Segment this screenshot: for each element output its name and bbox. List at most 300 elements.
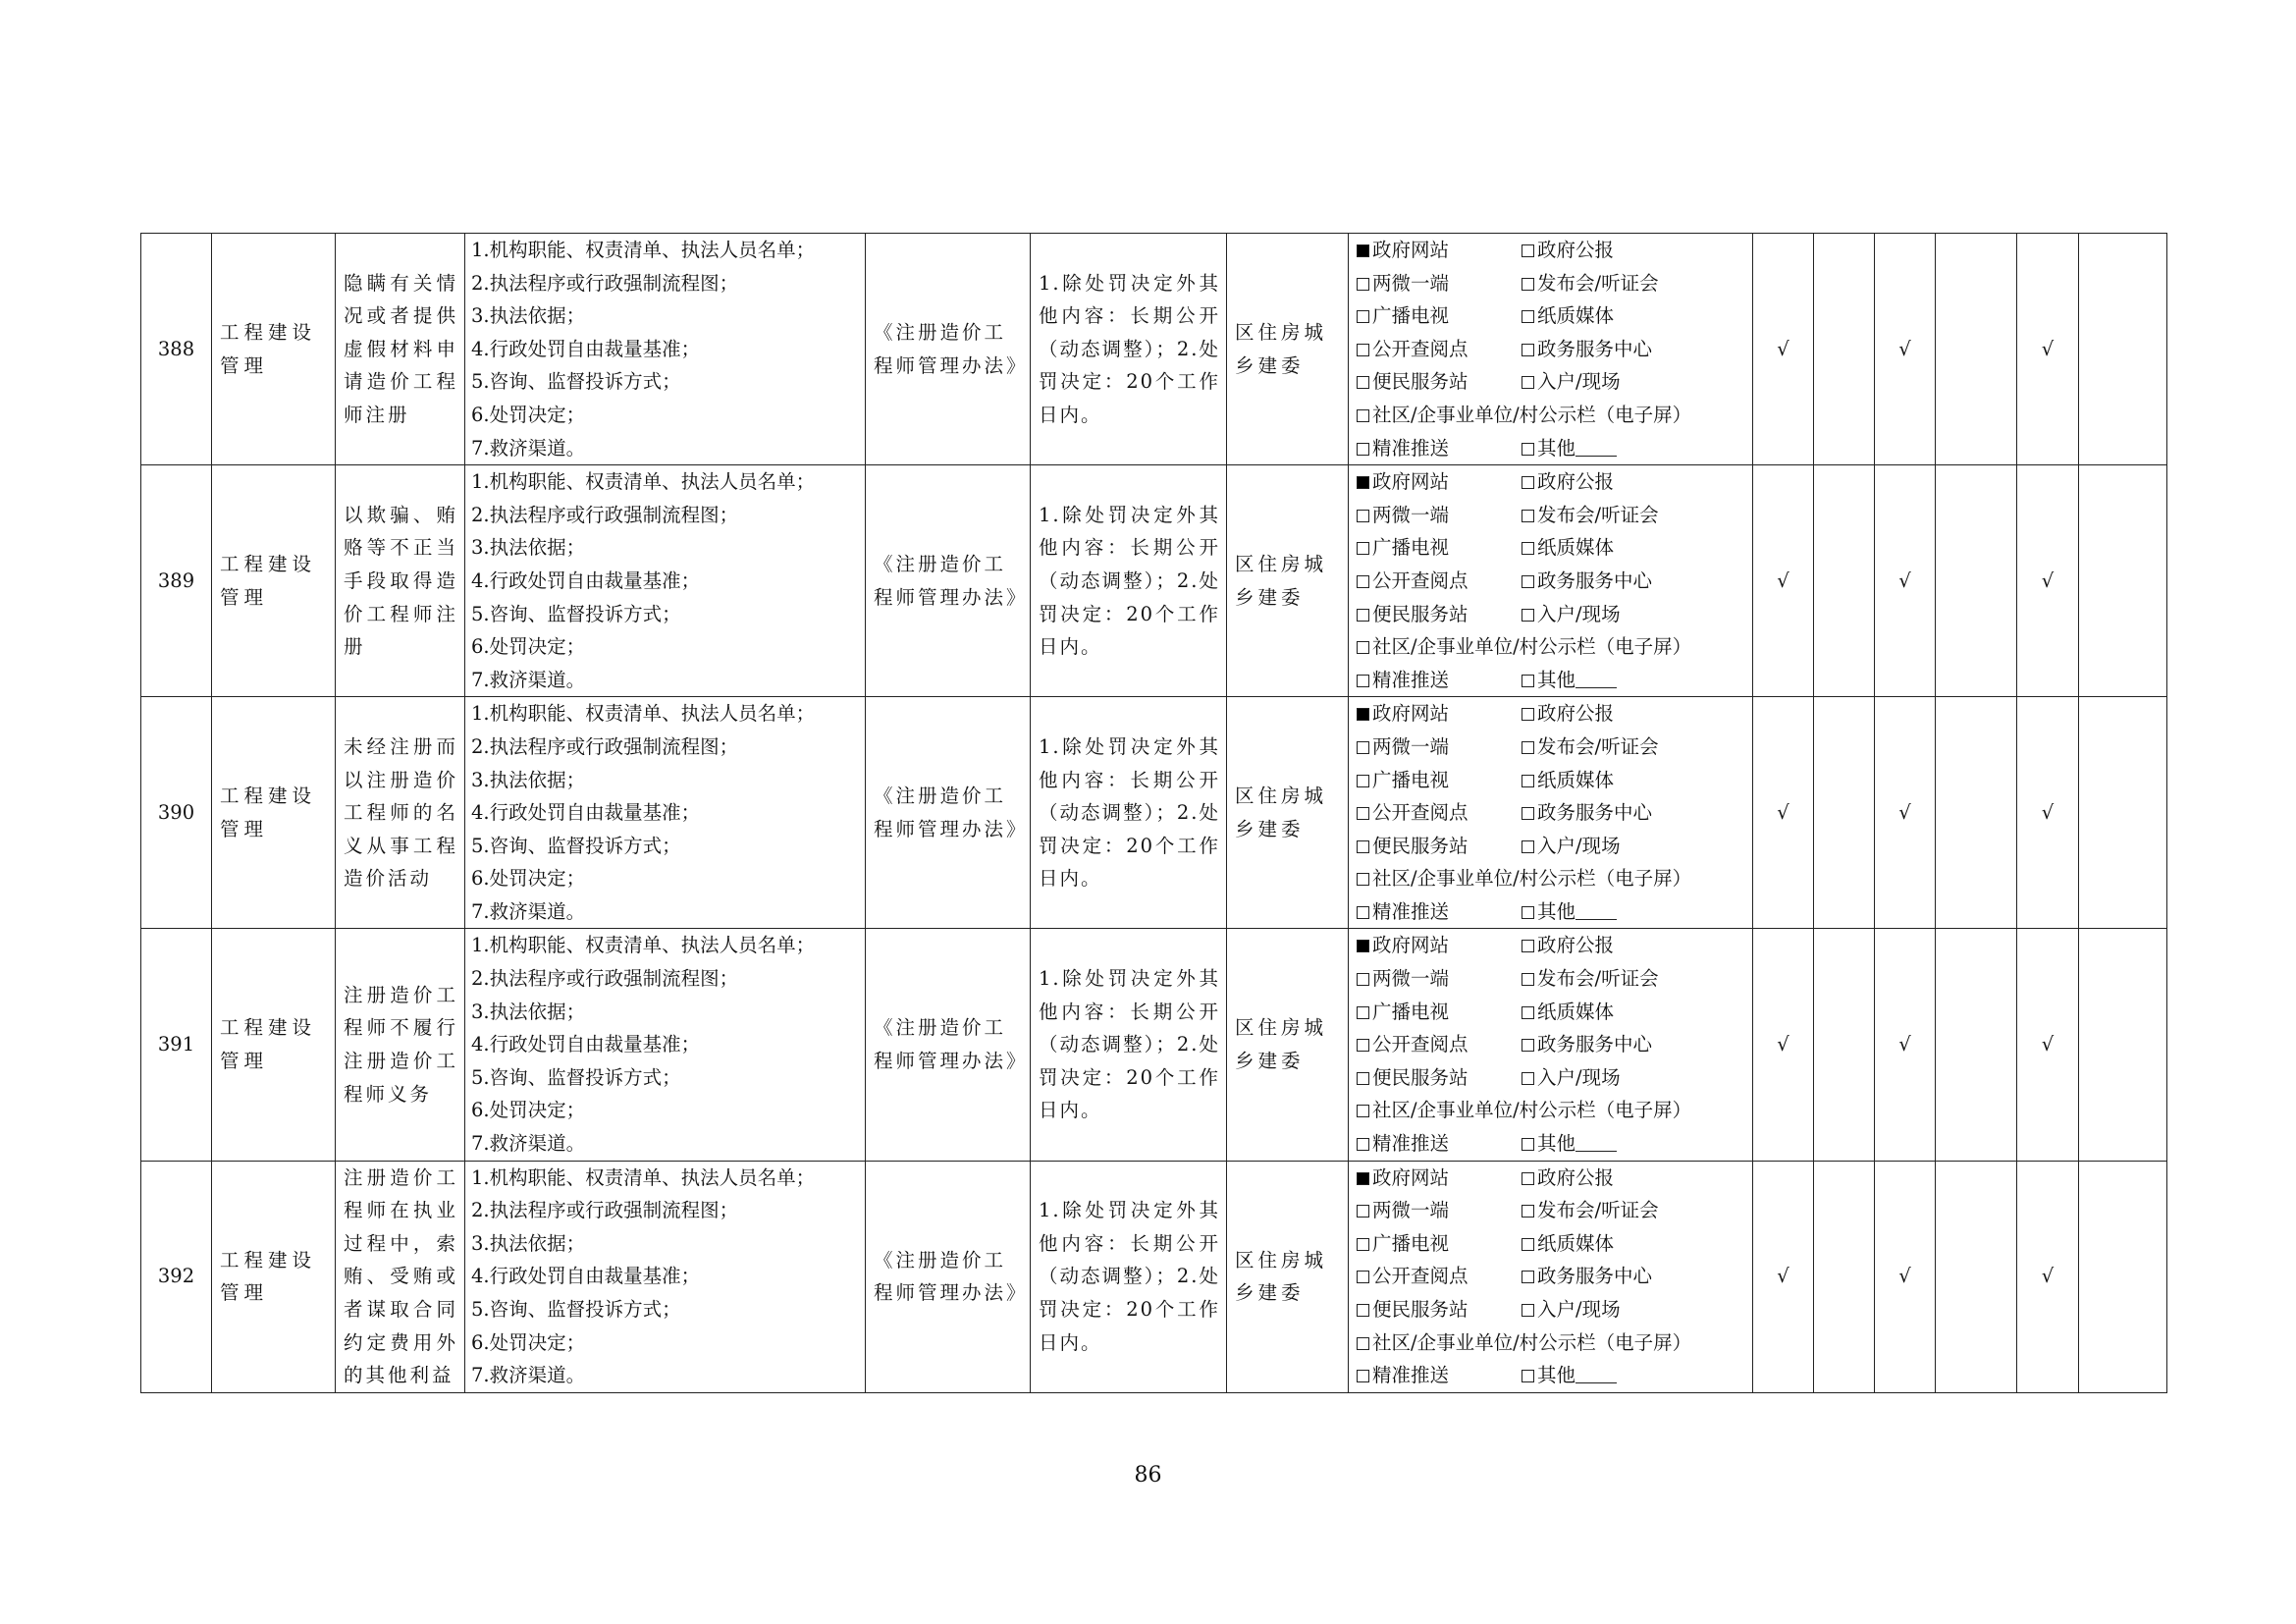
check-mark-cell xyxy=(1936,1161,2017,1392)
check-mark-cell: √ xyxy=(2017,929,2079,1161)
unchecked-box-icon xyxy=(1357,376,1369,389)
channel-option xyxy=(1357,565,1522,598)
content-line: 5.咨询、监督投诉方式； xyxy=(471,834,681,857)
unchecked-box-icon xyxy=(1357,510,1369,522)
channel-option xyxy=(1357,895,1522,929)
channel-label: 政府公报 xyxy=(1537,239,1615,261)
channel-option xyxy=(1522,697,1614,731)
channel-option xyxy=(1357,1227,1522,1261)
category-cell: 工程建设管理 xyxy=(212,697,336,929)
channel-row xyxy=(1357,1194,1748,1227)
channel-label: 纸质媒体 xyxy=(1537,768,1615,791)
channel-option xyxy=(1357,1260,1522,1293)
channel-row xyxy=(1357,565,1748,598)
unchecked-box-icon xyxy=(1357,1006,1369,1019)
channel-option xyxy=(1522,1028,1652,1061)
checked-box-icon xyxy=(1357,940,1369,952)
channel-option xyxy=(1357,1061,1522,1095)
unchecked-box-icon xyxy=(1357,1337,1369,1350)
check-mark-cell: √ xyxy=(1753,465,1814,697)
channel-label: 纸质媒体 xyxy=(1537,536,1615,560)
period-cell: 1.除处罚决定外其他内容：长期公开（动态调整）；2.处罚决定：20个工作日内。 xyxy=(1031,697,1227,929)
channel-label: 广播电视 xyxy=(1372,768,1450,791)
channel-label: 政府公报 xyxy=(1537,1165,1615,1189)
fill-blank-line xyxy=(1575,901,1617,920)
content-line: 5.咨询、监督投诉方式； xyxy=(471,1298,681,1321)
channel-option xyxy=(1357,499,1522,532)
channel-label: 政府公报 xyxy=(1537,934,1615,957)
channel-label: 公开查阅点 xyxy=(1372,1265,1468,1288)
channel-option xyxy=(1522,531,1614,565)
content-line: 2.执法程序或行政强制流程图； xyxy=(471,734,739,758)
channel-option xyxy=(1357,764,1522,797)
channel-row xyxy=(1357,830,1748,863)
content-line: 4.行政处罚自由裁量基准； xyxy=(471,568,701,592)
check-mark-cell: √ xyxy=(1753,1161,1814,1392)
channel-label: 公开查阅点 xyxy=(1372,337,1468,360)
category-cell: 工程建设管理 xyxy=(212,929,336,1161)
channel-label: 其他 xyxy=(1537,668,1576,691)
channel-row xyxy=(1357,333,1748,366)
content-cell xyxy=(465,234,866,465)
channel-label: 发布会/听证会 xyxy=(1537,967,1659,991)
category-cell: 工程建设管理 xyxy=(212,465,336,697)
unchecked-box-icon xyxy=(1357,1370,1369,1382)
content-line: 4.行政处罚自由裁量基准； xyxy=(471,337,701,360)
channel-label: 精准推送 xyxy=(1372,1364,1450,1387)
channel-option xyxy=(1522,465,1614,499)
unchecked-box-icon xyxy=(1522,609,1534,622)
channel-row xyxy=(1357,630,1748,664)
channel-label: 两微一端 xyxy=(1372,271,1450,295)
channel-label: 精准推送 xyxy=(1372,436,1450,460)
item-cell: 未经注册而以注册造价工程师的名义从事工程造价活动 xyxy=(336,697,465,929)
content-line: 6.处罚决定； xyxy=(471,1099,586,1122)
category-cell: 工程建设管理 xyxy=(212,234,336,465)
channel-label: 发布会/听证会 xyxy=(1537,734,1659,758)
channel-option xyxy=(1357,996,1522,1029)
channel-cell xyxy=(1349,465,1753,697)
channel-option xyxy=(1357,796,1522,830)
unchecked-box-icon xyxy=(1357,1271,1369,1283)
channel-option xyxy=(1357,1127,1522,1161)
channel-label: 社区/企事业单位/村公示栏（电子屏） xyxy=(1372,1099,1692,1122)
channel-option xyxy=(1522,830,1621,863)
channel-label: 政府公报 xyxy=(1537,702,1615,726)
channel-row xyxy=(1357,862,1748,895)
channel-row xyxy=(1357,365,1748,399)
unchecked-box-icon xyxy=(1522,476,1534,489)
channel-option xyxy=(1522,267,1659,300)
check-mark-cell: √ xyxy=(1875,465,1936,697)
unchecked-box-icon xyxy=(1522,1172,1534,1185)
channel-label: 政务服务中心 xyxy=(1537,1265,1653,1288)
channel-label: 纸质媒体 xyxy=(1537,1000,1615,1023)
channel-row xyxy=(1357,1260,1748,1293)
unchecked-box-icon xyxy=(1357,807,1369,820)
channel-option xyxy=(1522,598,1621,631)
channel-label: 公开查阅点 xyxy=(1372,801,1468,825)
channel-option xyxy=(1522,1162,1614,1195)
basis-cell: 《注册造价工程师管理办法》 xyxy=(866,465,1031,697)
unchecked-box-icon xyxy=(1357,906,1369,919)
channel-option xyxy=(1357,1293,1522,1326)
channel-option xyxy=(1522,929,1614,962)
content-line: 1.机构职能、权责清单、执法人员名单； xyxy=(471,239,816,261)
channel-label: 两微一端 xyxy=(1372,734,1450,758)
period-cell: 1.除处罚决定外其他内容：长期公开（动态调整）；2.处罚决定：20个工作日内。 xyxy=(1031,929,1227,1161)
channel-option xyxy=(1357,432,1522,465)
unchecked-box-icon xyxy=(1522,244,1534,257)
unchecked-box-icon xyxy=(1357,1238,1369,1251)
check-mark-cell xyxy=(1814,234,1875,465)
channel-option xyxy=(1522,664,1617,697)
basis-cell: 《注册造价工程师管理办法》 xyxy=(866,929,1031,1161)
channel-option xyxy=(1357,299,1522,333)
channel-option xyxy=(1357,1162,1522,1195)
checked-box-icon xyxy=(1357,244,1369,257)
check-mark-cell xyxy=(1814,929,1875,1161)
content-line: 6.处罚决定； xyxy=(471,1330,586,1354)
check-mark-cell xyxy=(1814,697,1875,929)
unchecked-box-icon xyxy=(1357,344,1369,356)
channel-label: 政务服务中心 xyxy=(1537,1033,1653,1056)
channel-row xyxy=(1357,299,1748,333)
channel-label: 其他 xyxy=(1537,899,1576,923)
channel-cell xyxy=(1349,697,1753,929)
fill-blank-line xyxy=(1575,1133,1617,1152)
content-cell xyxy=(465,929,866,1161)
page-number: 86 xyxy=(1134,1463,1162,1488)
content-line: 7.救济渠道。 xyxy=(471,668,586,691)
row-number: 389 xyxy=(141,465,212,697)
channel-label: 两微一端 xyxy=(1372,1199,1450,1222)
channel-label: 广播电视 xyxy=(1372,1231,1450,1255)
channel-option xyxy=(1357,1194,1522,1227)
check-mark-cell xyxy=(1936,234,2017,465)
content-line: 6.处罚决定； xyxy=(471,403,586,426)
channel-row xyxy=(1357,598,1748,631)
unchecked-box-icon xyxy=(1522,575,1534,588)
content-cell xyxy=(465,1161,866,1392)
channel-option xyxy=(1357,1359,1522,1392)
table-row xyxy=(141,465,2167,697)
channel-label: 发布会/听证会 xyxy=(1537,1199,1659,1222)
row-number: 392 xyxy=(141,1161,212,1392)
channel-option xyxy=(1357,399,1691,432)
unchecked-box-icon xyxy=(1522,708,1534,721)
content-line: 5.咨询、监督投诉方式； xyxy=(471,1065,681,1089)
check-mark-cell: √ xyxy=(1875,929,1936,1161)
channel-label: 便民服务站 xyxy=(1372,834,1468,857)
channel-label: 便民服务站 xyxy=(1372,1298,1468,1321)
channel-option xyxy=(1522,432,1617,465)
channel-row xyxy=(1357,1227,1748,1261)
channel-row xyxy=(1357,764,1748,797)
fill-blank-line xyxy=(1575,1365,1617,1383)
content-line: 3.执法依据； xyxy=(471,304,586,328)
channel-option xyxy=(1522,895,1617,929)
unchecked-box-icon xyxy=(1357,873,1369,886)
table-row xyxy=(141,929,2167,1161)
channel-label: 精准推送 xyxy=(1372,899,1450,923)
channel-option xyxy=(1522,1293,1621,1326)
check-mark-cell: √ xyxy=(1753,929,1814,1161)
unchecked-box-icon xyxy=(1522,1006,1534,1019)
channel-option xyxy=(1357,234,1522,267)
item-cell: 以欺骗、贿赂等不正当手段取得造价工程师注册 xyxy=(336,465,465,697)
content-line: 1.机构职能、权责清单、执法人员名单； xyxy=(471,702,816,726)
unchecked-box-icon xyxy=(1522,344,1534,356)
check-mark-cell xyxy=(1814,465,1875,697)
channel-option xyxy=(1522,764,1614,797)
period-cell: 1.除处罚决定外其他内容：长期公开（动态调整）；2.处罚决定：20个工作日内。 xyxy=(1031,1161,1227,1392)
subject-cell: 区住房城乡建委 xyxy=(1227,1161,1349,1392)
channel-option xyxy=(1357,862,1691,895)
unchecked-box-icon xyxy=(1357,1304,1369,1317)
unchecked-box-icon xyxy=(1357,575,1369,588)
unchecked-box-icon xyxy=(1522,1304,1534,1317)
basis-cell: 《注册造价工程师管理办法》 xyxy=(866,1161,1031,1392)
channel-option xyxy=(1357,365,1522,399)
channel-row xyxy=(1357,432,1748,465)
unchecked-box-icon xyxy=(1522,310,1534,323)
checked-box-icon xyxy=(1357,476,1369,489)
channel-option xyxy=(1357,929,1522,962)
unchecked-box-icon xyxy=(1357,609,1369,622)
unchecked-box-icon xyxy=(1357,775,1369,787)
content-line: 7.救济渠道。 xyxy=(471,899,586,923)
content-line: 4.行政处罚自由裁量基准； xyxy=(471,1033,701,1056)
unchecked-box-icon xyxy=(1357,1138,1369,1151)
channel-label: 入户/现场 xyxy=(1537,834,1621,857)
channel-label: 政府网站 xyxy=(1372,702,1450,726)
channel-row xyxy=(1357,399,1748,432)
check-mark-cell xyxy=(2079,465,2167,697)
unchecked-box-icon xyxy=(1357,1039,1369,1052)
channel-label: 社区/企事业单位/村公示栏（电子屏） xyxy=(1372,1330,1692,1354)
channel-row xyxy=(1357,962,1748,996)
channel-label: 其他 xyxy=(1537,1132,1576,1156)
unchecked-box-icon xyxy=(1522,443,1534,456)
item-cell: 注册造价工程师不履行注册造价工程师义务 xyxy=(336,929,465,1161)
table-row xyxy=(141,234,2167,465)
check-mark-cell: √ xyxy=(1875,697,1936,929)
channel-label: 便民服务站 xyxy=(1372,602,1468,625)
channel-cell xyxy=(1349,929,1753,1161)
content-line: 1.机构职能、权责清单、执法人员名单； xyxy=(471,470,816,494)
channel-label: 社区/企事业单位/村公示栏（电子屏） xyxy=(1372,635,1692,659)
content-line: 1.机构职能、权责清单、执法人员名单； xyxy=(471,934,816,957)
channel-option xyxy=(1357,333,1522,366)
unchecked-box-icon xyxy=(1522,542,1534,555)
channel-row xyxy=(1357,499,1748,532)
check-mark-cell xyxy=(2079,697,2167,929)
channel-option xyxy=(1522,1127,1617,1161)
channel-option xyxy=(1522,365,1621,399)
content-cell xyxy=(465,697,866,929)
content-cell xyxy=(465,465,866,697)
channel-label: 发布会/听证会 xyxy=(1537,271,1659,295)
channel-row xyxy=(1357,929,1748,962)
channel-row xyxy=(1357,1061,1748,1095)
channel-row xyxy=(1357,267,1748,300)
subject-cell: 区住房城乡建委 xyxy=(1227,929,1349,1161)
channel-option xyxy=(1357,1028,1522,1061)
channel-option xyxy=(1357,465,1522,499)
check-mark-cell: √ xyxy=(1875,1161,1936,1392)
content-line: 3.执法依据； xyxy=(471,768,586,791)
channel-row xyxy=(1357,731,1748,764)
channel-label: 政府网站 xyxy=(1372,934,1450,957)
unchecked-box-icon xyxy=(1357,310,1369,323)
disclosure-table xyxy=(140,233,2167,1393)
unchecked-box-icon xyxy=(1522,973,1534,986)
content-line: 7.救济渠道。 xyxy=(471,1364,586,1387)
check-mark-cell xyxy=(2079,929,2167,1161)
channel-option xyxy=(1522,234,1614,267)
channel-row xyxy=(1357,465,1748,499)
channel-label: 便民服务站 xyxy=(1372,370,1468,394)
channel-row xyxy=(1357,996,1748,1029)
unchecked-box-icon xyxy=(1522,1370,1534,1382)
item-cell: 隐瞒有关情况或者提供虚假材料申请造价工程师注册 xyxy=(336,234,465,465)
channel-label: 社区/企事业单位/村公示栏（电子屏） xyxy=(1372,867,1692,891)
content-line: 2.执法程序或行政强制流程图； xyxy=(471,1199,739,1222)
channel-option xyxy=(1357,664,1522,697)
channel-label: 纸质媒体 xyxy=(1537,1231,1615,1255)
unchecked-box-icon xyxy=(1357,1205,1369,1218)
content-line: 3.执法依据； xyxy=(471,536,586,560)
unchecked-box-icon xyxy=(1522,940,1534,952)
channel-label: 政府网站 xyxy=(1372,239,1450,261)
check-mark-cell xyxy=(1936,697,2017,929)
channel-option xyxy=(1357,630,1691,664)
unchecked-box-icon xyxy=(1357,1072,1369,1085)
channel-option xyxy=(1522,796,1652,830)
content-line: 5.咨询、监督投诉方式； xyxy=(471,370,681,394)
channel-label: 精准推送 xyxy=(1372,668,1450,691)
unchecked-box-icon xyxy=(1522,906,1534,919)
channel-option xyxy=(1357,962,1522,996)
subject-cell: 区住房城乡建委 xyxy=(1227,234,1349,465)
channel-option xyxy=(1522,1260,1652,1293)
unchecked-box-icon xyxy=(1357,409,1369,422)
basis-cell: 《注册造价工程师管理办法》 xyxy=(866,234,1031,465)
channel-label: 两微一端 xyxy=(1372,503,1450,526)
channel-label: 精准推送 xyxy=(1372,1132,1450,1156)
channel-row xyxy=(1357,1127,1748,1161)
row-number: 388 xyxy=(141,234,212,465)
basis-cell: 《注册造价工程师管理办法》 xyxy=(866,697,1031,929)
content-line: 2.执法程序或行政强制流程图； xyxy=(471,271,739,295)
table-row xyxy=(141,1161,2167,1392)
unchecked-box-icon xyxy=(1522,510,1534,522)
unchecked-box-icon xyxy=(1357,641,1369,654)
channel-row xyxy=(1357,1293,1748,1326)
channel-label: 发布会/听证会 xyxy=(1537,503,1659,526)
channel-cell xyxy=(1349,1161,1753,1392)
channel-option xyxy=(1522,1061,1621,1095)
channel-cell xyxy=(1349,234,1753,465)
unchecked-box-icon xyxy=(1357,675,1369,687)
content-line: 2.执法程序或行政强制流程图； xyxy=(471,967,739,991)
item-cell: 注册造价工程师在执业过程中，索贿、受贿或者谋取合同约定费用外的其他利益 xyxy=(336,1161,465,1392)
channel-option xyxy=(1357,531,1522,565)
channel-option xyxy=(1522,499,1659,532)
channel-option xyxy=(1357,1094,1691,1127)
unchecked-box-icon xyxy=(1522,376,1534,389)
unchecked-box-icon xyxy=(1357,840,1369,853)
content-line: 4.行政处罚自由裁量基准； xyxy=(471,1265,701,1288)
subject-cell: 区住房城乡建委 xyxy=(1227,697,1349,929)
channel-label: 两微一端 xyxy=(1372,967,1450,991)
channel-option xyxy=(1522,299,1614,333)
check-mark-cell xyxy=(2079,234,2167,465)
unchecked-box-icon xyxy=(1357,443,1369,456)
channel-label: 入户/现场 xyxy=(1537,1298,1621,1321)
period-cell: 1.除处罚决定外其他内容：长期公开（动态调整）；2.处罚决定：20个工作日内。 xyxy=(1031,234,1227,465)
checked-box-icon xyxy=(1357,708,1369,721)
check-mark-cell: √ xyxy=(2017,465,2079,697)
channel-label: 纸质媒体 xyxy=(1537,304,1615,328)
check-mark-cell xyxy=(1936,929,2017,1161)
channel-option xyxy=(1522,1227,1614,1261)
channel-row xyxy=(1357,1326,1748,1360)
channel-label: 公开查阅点 xyxy=(1372,1033,1468,1056)
unchecked-box-icon xyxy=(1522,675,1534,687)
channel-label: 其他 xyxy=(1537,1364,1576,1387)
channel-option xyxy=(1522,565,1652,598)
channel-row xyxy=(1357,697,1748,731)
unchecked-box-icon xyxy=(1522,807,1534,820)
category-cell: 工程建设管理 xyxy=(212,1161,336,1392)
channel-row xyxy=(1357,796,1748,830)
content-line: 3.执法依据； xyxy=(471,1231,586,1255)
fill-blank-line xyxy=(1575,670,1617,688)
channel-row xyxy=(1357,1162,1748,1195)
channel-row xyxy=(1357,531,1748,565)
channel-row xyxy=(1357,664,1748,697)
channel-label: 社区/企事业单位/村公示栏（电子屏） xyxy=(1372,403,1692,426)
channel-label: 入户/现场 xyxy=(1537,370,1621,394)
channel-label: 政府网站 xyxy=(1372,1165,1450,1189)
fill-blank-line xyxy=(1575,438,1617,457)
channel-label: 广播电视 xyxy=(1372,536,1450,560)
channel-label: 公开查阅点 xyxy=(1372,568,1468,592)
channel-option xyxy=(1522,1359,1617,1392)
check-mark-cell xyxy=(2079,1161,2167,1392)
check-mark-cell: √ xyxy=(2017,697,2079,929)
channel-option xyxy=(1522,731,1659,764)
channel-row xyxy=(1357,1028,1748,1061)
channel-option xyxy=(1357,1326,1691,1360)
channel-row xyxy=(1357,1359,1748,1392)
check-mark-cell: √ xyxy=(1875,234,1936,465)
content-line: 4.行政处罚自由裁量基准； xyxy=(471,801,701,825)
subject-cell: 区住房城乡建委 xyxy=(1227,465,1349,697)
unchecked-box-icon xyxy=(1522,1238,1534,1251)
table-body xyxy=(141,234,2167,1393)
channel-option xyxy=(1357,598,1522,631)
channel-row xyxy=(1357,895,1748,929)
channel-row xyxy=(1357,1094,1748,1127)
unchecked-box-icon xyxy=(1522,840,1534,853)
content-line: 5.咨询、监督投诉方式； xyxy=(471,602,681,625)
row-number: 390 xyxy=(141,697,212,929)
channel-row xyxy=(1357,234,1748,267)
unchecked-box-icon xyxy=(1357,1105,1369,1117)
